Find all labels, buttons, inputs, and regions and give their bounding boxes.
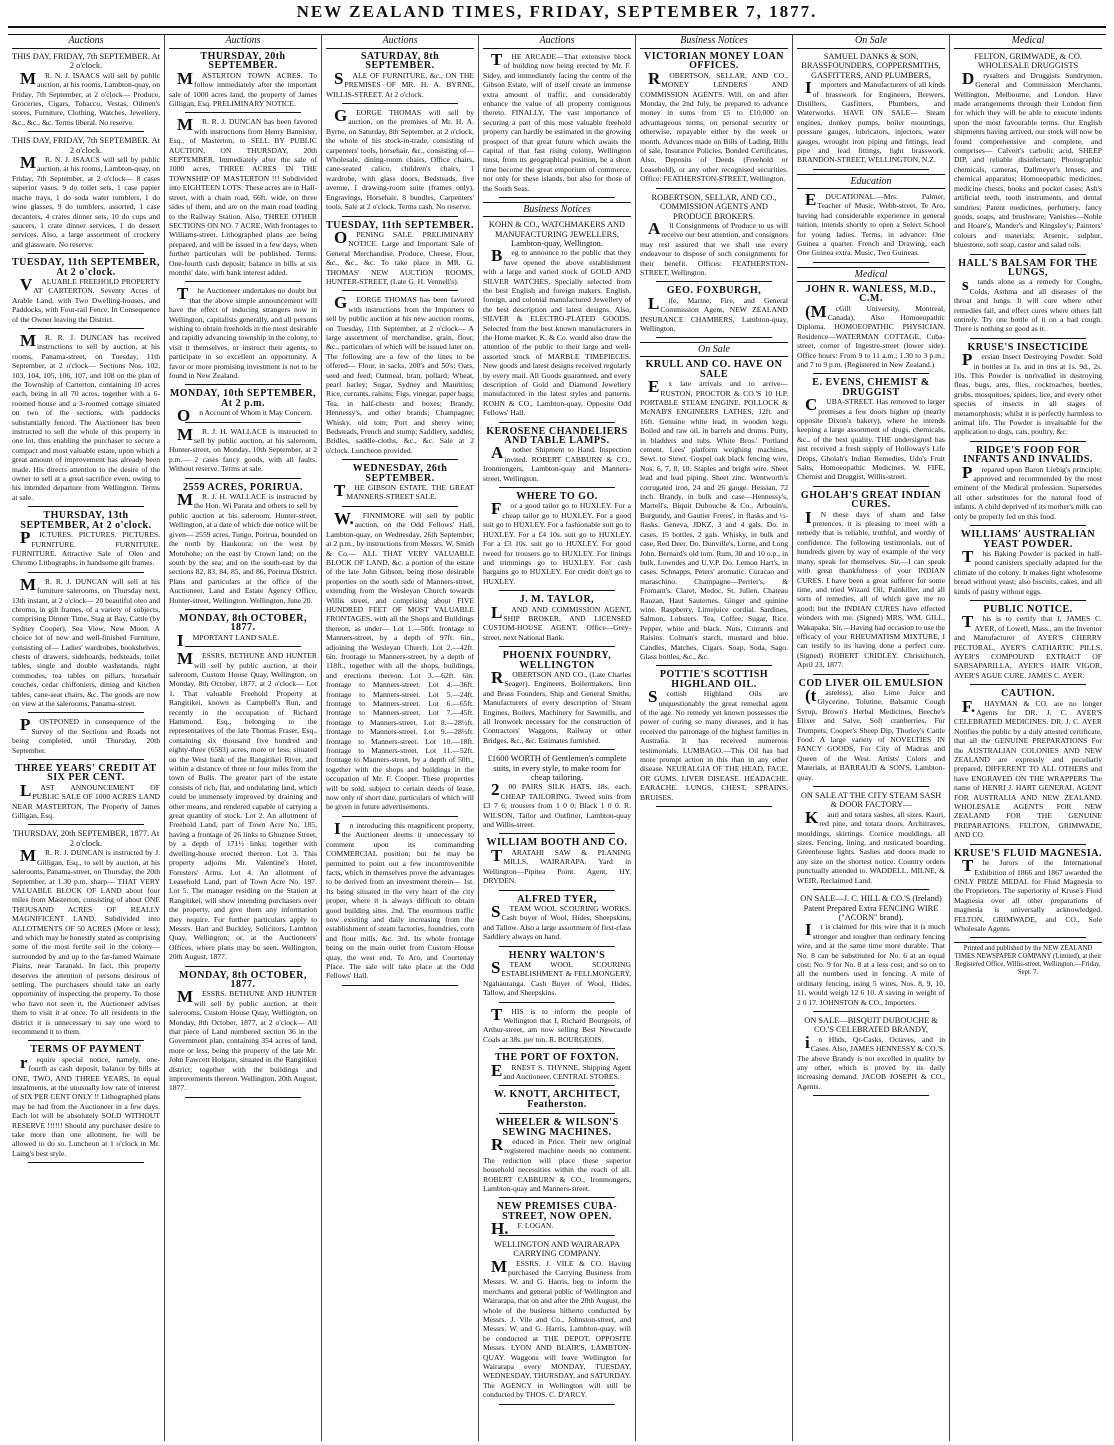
ad-headline: THURSDAY, 20th SEPTEMBER.: [200, 51, 286, 72]
ad-headline: MONDAY, 8th OCTOBER, 1877.: [179, 612, 307, 634]
ad-divider: [499, 1404, 615, 1405]
ad-body: MESSRS. J. VILE & CO. Having purchased the Carrying Business from Messrs. W. and G. Harris, beg to inform the merchants and general public of Wellington and Wairarapa, that on and after the 20th August, the whole of the business hitherto conducted by Messrs. J. Vile and Co., Johnston-street, and Messrs. W. and G. Harris, Lambton-quay, will be conducted at THE DEPOT, OPPOSITE Messrs. LYON AND BLAIR'S, LAMBTON-QUAY. Waggons will leave Wellington for Wairarapa every MONDAY, TUESDAY, WEDNESDAY, THURSDAY, and SATURDAY. The AGENCY in Wellington will still be conducted by THOS. C. D'ARCY.: [483, 1256, 631, 1400]
ad-headline: WELLINGTON AND WAIRARAPA CARRYING COMPANY.: [494, 1239, 620, 1259]
advertisement: [169, 286, 317, 380]
advertisement: [12, 717, 160, 755]
advertisement: [169, 424, 317, 474]
ad-divider: [28, 1162, 144, 1163]
ad-divider: [342, 103, 458, 104]
advertisement: [326, 295, 474, 455]
ad-headline: W. KNOTT, ARCHITECT, Featherston.: [493, 1089, 621, 1110]
ad-headline: PUBLIC NOTICE.: [983, 603, 1073, 615]
ad-divider: [342, 459, 458, 460]
advertisement: [483, 895, 631, 942]
ad-divider: [499, 197, 615, 198]
ad-divider: [813, 1011, 929, 1012]
ad-headline: J. M. TAYLOR,: [519, 594, 595, 606]
ad-divider: [970, 441, 1086, 442]
advertisement: [12, 574, 160, 709]
ad-body: F.HAYMAN & CO. are no longer Agents for DR. J. C. AYER'S CELEBRATED MEDICINES. DR. J. C. AYER Notifies the public by a duly attested certificate, that all the GENUINE PREPARATIONS For the AUSTRALIAN COLONIES AND NEW ZEALAND are expressly and peculiarly prepared, DIFFERENT TO ALL OTHERS and have ENGRAVED ON THE WRAPPERS The name of HENRI J. HART GENERAL AGENT FOR AUSTRALIA AND NEW ZEALAND. WHOLESALE AGENTS FOR NEW ZEALAND FOR THE GENUINE PREPARATIONS. FELTON, GRIMWADE, AND CO.: [954, 696, 1102, 840]
ad-divider: [970, 844, 1086, 845]
ad-divider: [185, 609, 301, 610]
masthead: NEW ZEALAND TIMES, FRIDAY, SEPTEMBER 7, 1877.: [296, 2, 818, 21]
ad-divider: [28, 824, 144, 825]
ad-divider: [28, 712, 144, 713]
ad-headline: THIS DAY, FRIDAY, 7th SEPTEMBER. At 2 o'clock.: [12, 136, 160, 155]
advertisement: [954, 52, 1102, 250]
ad-body: Prepared upon Baron Liebig's principle; approved and recommended by the most eminent of the Medical profession. Supersedes all other substitutes for the natural food of infants. A child deprived of its mother's milk can only be properly fed on this food.: [954, 462, 1102, 521]
ad-body: MR. R. J. DUNCAN is instructed by J. Gilligan, Esq., to sell by auction, at his salerooms, Panama-street, on Thursday, the 20th September, at 1.30 p.m. sharp— THAT VERY VALUABLE BLOCK OF LAND about four miles from Masterton, consisting of about ONE THOUSAND ACRES OF REALLY MAGNIFICENT LAND, Subdivided into ALLOTMENTS OF 50 ACRES (More or less); and which may be honestly stated as comprising some of the most fertile soil in the colony— surrounded by and up to the far-famed Waimate Plains, near Taranaki. In fact, this property deserves the attention of persons desirous of settling. The purchasers should take an early opportunity of inspecting the property. To those who have not seen it, the Auctioneer advises them to visit it at once. To all residents in the district it is unnecessary to say one word to recommend it to them.: [12, 846, 160, 1036]
ad-divider: [28, 572, 144, 573]
ad-body: MR. J. H. WALLACE is instructed by the Hon. Wi Parata and others to sell by public auction at his saleroom, Hunter-street, Wellington, at a date of which due notice will be given— 2559 acres, Tungo, Porirua, bounded on the north by Haukoura; on the west by Motuhohe; on the east by Crown land; on the south by the sea; and on the south-east by the sections 82, 83, 84, 85, and 86, Porirua District. Plans and particulars at the office of the Auctioneer, Land and Estate Agency Office, Hunter-street, Wellington. Wellington, June 20.: [169, 490, 317, 605]
advertisement: [483, 754, 631, 829]
column-heading: Auctions: [326, 34, 474, 49]
ad-divider: [813, 169, 929, 170]
ad-headline: MONDAY, 8th OCTOBER, 1877.: [179, 969, 307, 990]
advertisement: [954, 530, 1102, 596]
advertisement: [12, 764, 160, 820]
ad-divider: [499, 1002, 615, 1003]
ad-body: STEAM WOOL SCOURING WORKS. Cash buyer of Wool, Hides, Sheepskins, and Tallow. Also a large assortment of first-class Saddlery always on hand.: [483, 901, 631, 942]
imprint-footer: Printed and published by the NEW ZEALAND TIMES NEWSPAPER COMPANY (Limited), at their Registered Office, Willis-street, Wellington.—Friday, Sept. 7.: [954, 942, 1102, 977]
ad-body: Drysalters and Druggists Sundrymen, General and Commission Merchants, Wellington, Melbourne, and London. Have made arrangements through their London firm for which they will be able to execute indents upon the most favourable terms. Our English shipments having arrived, our stock will now be found comprehensive and complete, and comprises— Calvert's carbolic acid, SHEEP DIP, and reliable disinfectant; Photographic chemicals, cameras, Dallmeyer's lenses, and chemical apparatus; Homoeopathic medicines, medicine chests, books and pocket cases; Ash's artificial teeth, tooth instruments, and dental sundries; Patent medicines, perfumery, fancy goods, soaps, and brushware; Vanishes—Noble and Hoare's, Mander's and Kingsley's; Painters' colours and materials; Arsenic, sulphur, bluestone, soft soap, castor and salad oils.: [954, 68, 1102, 250]
ad-body: LAND AND COMMISSION AGENT, SHIP BROKER, AND LICENSED CUSTOM-HOUSE AGENT. Office—Grey-street, next National Bank.: [483, 602, 631, 642]
ad-headline: RIDGE'S FOOD FOR INFANTS AND INVALIDS.: [963, 444, 1093, 466]
ad-headline: ON SALE AT THE CITY STEAM SASH & DOOR FACTORY—: [800, 791, 942, 810]
column-heading: Medical: [954, 34, 1102, 49]
ad-headline: KOHN & CO., WATCHMAKERS AND MANUFACTURING JEWELLERS, Lambton-quay, Wellington.: [488, 220, 626, 248]
advertisement: [169, 612, 317, 650]
ad-headline: NEW PREMISES CUBA-STREET, NOW OPEN.: [496, 1201, 618, 1222]
ad-divider: [656, 806, 772, 807]
ad-divider: [656, 665, 772, 666]
advertisement: [797, 791, 945, 885]
advertisement: [169, 52, 317, 108]
advertisement: [483, 52, 631, 193]
ad-divider: [499, 1197, 615, 1198]
ad-body: MR. N. J. ISAACS will sell by public auction, at his rooms, Lambton-quay, on Friday, 7th September, at 2 o'clock— Produce, Groceries, Cigars, Tobacco, Vestas, Oilmen's stores, Furniture, Clothing, Watches, Jewellery, &c., &c., &c. Terms liberal. No reserve.: [12, 68, 160, 127]
ad-body: Kauri and totara sashes, all sizes. Kauri, red pine, and totara doors. Architraves, mouldings, skirtings. Cornice mouldings, all sizes. Fencing, lining, and rusticated boarding. Greenhouse lights. Sashes and doors made to any size on the shortest notice. Country orders punctually attended to. WADDELL, MILNE, & WEIR, Reclaimed Land.: [797, 807, 945, 885]
advertisement: [12, 511, 160, 567]
ad-body: MESSRS. BETHUNE AND HUNTER will sell by public auction, at their saleroom, Custom House Quay, Wellington, on Monday, 8th October, 1877, at 2 o'clock— Lot 1. That valuable Freehold Property at Rangitikei, known as Campbell's Run, and recently in the occupation of Richard Hammond, Esq., belonging to the representatives of the late Thomas Fraser, Esq., containing six thousand five hundred and eighty-three (6583) acres, more or less, situated on the West bank of the Rangitikei River, and within a distance of three or four miles from the town of Bulls. The greater part of the estate consists of rich, flat, and undulating land, which could be immensely improved by draining and other means, and rendered capable of carrying a great quantity of stock. Lot 2. An allotment of Freehold Land, part of Town Acre No. 185, having a frontage of 26 links to Ghuznee Street, by a depth of 171½ links; together with dwelling-house erected thereon. Lot 3. This property adjoins Mr. Valentine's Hotel, Foresters' Arms. Lot 4. An allotment of Leasehold Land, part of Town Acre No. 197. Lot 5. The manager residing on the Station at Rangitikei, will show intending purchasers over the property, and give them any information they require. For further particulars apply to Messrs. Hart and Buckley, Solicitors, Lambton Quay, Wellington; or, at the Auctioneers' Offices, where plans may be seen. Wellington, 20th August, 1877.: [169, 649, 317, 962]
ad-headline: ROBERTSON, SELLAR, AND CO., COMMISSION AGENTS AND PRODUCE BROKERS.: [651, 192, 777, 221]
advertisement: [12, 258, 160, 324]
ad-headline: VICTORIAN MONEY LOAN OFFICES.: [643, 51, 784, 72]
advertisement: [326, 52, 474, 99]
columns: [8, 34, 1106, 1441]
ad-body: VALUABLE FREEHOLD PROPERTY AT CARTERTON. Seventy Acres of Arable Land, with Two Dwelling-houses, and Paddocks, with Four-rail Fence. In Consequence of the Owner leaving the District.: [12, 274, 160, 324]
ad-body: On Account of Whom it May Concern.: [177, 406, 313, 426]
ad-body: MR. J. H. WALLACE is instructed to sell by public auction, at his saleroom, Hunter-street, on Monday, 10th September, at 2 p.m.— 2 cases fancy goods, with all faults. Without reserve. Terms at sale.: [169, 424, 317, 474]
ad-body: (McGill University, Montreal, Canada), Also Homoeopathic Diploma. HOMOEOPATHIC PHYSICIAN. Residence—WATERMAN COTTAGE, Cuba-street, corner of Ingestre-street (lower side). Office hours: From 9 to 11 a.m.; 1.30 to 3 p.m.; and 7 to 9 p.m. (Registered in New Zealand.): [797, 301, 945, 369]
ad-body: Another Shipment to Hand. Inspection invited. ROBERT CABBURN & CO., Ironmongers, Lambton-quay and Manners-street, Wellington.: [483, 443, 631, 483]
ad-divider: [185, 1097, 301, 1098]
advertisement: [797, 52, 945, 165]
column-3: [321, 34, 478, 1441]
advertisement: [326, 818, 474, 981]
ad-body: GEORGE THOMAS will sell by auction, on the premises of Mr. H. A. Byrne, on Saturday, 8th September, at 2 o'clock, the whole of his stock-in-trade, consisting of carpenters' tools, horsehair, &c., consisting of— Wholesale, dining-room chairs, Office chairs, cane-seated calico, children's chairs, 1 wardrobe, with glass doors, Bedsteads, five avenue, 1 drawing-room suite (frames only), Engravings, Horsehair, 8 bundles, Carpenters' tools. Sale at 2 o'clock. Terms cash. No reserve.: [326, 106, 474, 212]
ad-headline: WHERE TO GO.: [516, 491, 598, 503]
column-6: [792, 34, 949, 1441]
ad-headline: KEROSENE CHANDELIERS AND TABLE LAMPS.: [486, 425, 628, 447]
ad-divider: [342, 290, 458, 291]
ad-headline: GEO. FOXBURGH,: [666, 285, 762, 297]
ad-headline: TERMS OF PAYMENT: [30, 1044, 142, 1056]
ad-headline: WILLIAMS' AUSTRALIAN YEAST POWDER.: [960, 529, 1096, 550]
column-heading: On Sale: [797, 34, 945, 49]
advertisement: [954, 689, 1102, 840]
column-heading: Auctions: [483, 34, 631, 49]
ad-body: TARATAHI SAW & PLANING MILLS, WAIRARAPA. Yard in Wellington—Pipitea Point. Agent, HY. DRYDEN.: [483, 845, 631, 886]
ad-body: MR. N. J. ISAACS will sell by public auction, at his rooms, Lambton-quay, on Friday, 7th September, at 2 o'clock— 8 cases superior vases, 9 do toilet sets, 1 case papier mache trays, 1 do soda water tumblers, 1 do wine glasses, 9 do tumblers, assorted, 1 case decanters, 4 crates dinner sets, 10 do cups and saucers, 1 crate dinner services, 1 do dessert services. Also, a large assortment of crockery and glassware. No reserve.: [12, 153, 160, 249]
ad-headline: KRULL AND CO. HAVE ON SALE: [645, 359, 783, 380]
ad-divider: [970, 525, 1086, 526]
ad-body: MASTERTON TOWN ACRES. To follow immediately after the important sale of 1000 acres land, the property of James Gilligan, Esq. PRELIMINARY NOTICE.: [169, 68, 317, 109]
ad-divider: [28, 328, 144, 329]
ad-body: H.F. LOGAN.: [491, 1219, 554, 1239]
ad-body: This Baking Powder is packed in half-pound canisters specially adapted for the climate of the colony. It makes light wholesome bread without yeast; also biscuits, cakes, and all kinds of pastry without eggs.: [954, 546, 1102, 596]
ad-divider: [970, 937, 1086, 938]
ad-divider: [342, 985, 458, 986]
ad-body: W.FINNIMORE will sell by public auction, on the Odd Fellows' Hall, Lambton-quay, on Wednesday, 26th September, at 2 p.m., by instructions from Messrs. W. Smith & Co.— ALL THAT VERY VALUABLE BLOCK OF LAND, &c. a portion of the estate of the late John Gibson, being those desirable properties on the south side of Manners-street, extending from the Wesleyan Church towards Willis street, and comprising about FIVE HUNDRED FEET OF MOST VALUABLE FRONTAGES, with all the Shops and Buildings thereon, as under— Lot 1.—50ft. frontage to Manners-street, by a depth of 97ft. 6in., adjoining the Wesleyan Church. Lot 2.—42ft. 6in. frontage to Manners-street, by a depth of 118ft., together with all the shops, buildings, and erections thereon. Lot 3.—62ft. 6in. frontage to Manners-street. Lot 4.—36ft. frontage to Manners-street. Lot 5.—24ft. frontage to Manners-street. Lot 6.—65ft. frontage to Manners-street. Lot 7.—45ft. frontage to Manners-street. Lot 8.—28½ft. frontage to Manners-street. Lot 9.—28½ft. frontage to Manners-street. Lot 10.—18ft. frontage to Manners-street. Lot 11.—52ft. frontage to Manners-street, by a depth of 50ft., together with the shops and buildings in the occupation of Mr. F. Cooper. These properties will be sold, subject to certain deeds of lease, now only of short date, particulars of which will be given in future advertisements.: [326, 508, 474, 812]
advertisement: [483, 220, 631, 418]
ad-body: In introducing this magnificent property, the Auctioneer deems it unnecessary to comment upon its commanding COMMERCIAL position; but he may be permitted to point out a few incontrovertible facts, which in themselves prove the advantages to be derived from an investment therein— 1st. Its being situated in the very heart of the city proper, where it is always difficult to obtain good building sites. 2nd. The enormous traffic now existing and daily increasing from the establishment of steam factories, foundries, corn and flour mills, &c. 3rd. Its whole frontage being on the main outlet from Custom House quay, the west end, Te Aro, and Courtenay Place. The sale will take place at the Odd Fellows' Hall.: [326, 818, 474, 981]
ad-divider: [342, 816, 458, 817]
ad-divider: [656, 188, 772, 189]
ad-divider: [970, 254, 1086, 255]
ad-divider: [185, 112, 301, 113]
advertisement: [640, 52, 788, 184]
ad-body: THIS is to inform the people of Wellington that I, Richard Bourgeois, of Arthur-street, am now selling Best Newcastle Coals at 38s. per ton. R. BOURGEOIS.: [483, 1004, 631, 1044]
ad-divider: [28, 506, 144, 507]
ad-body: IMPORTANT LAND SALE.: [177, 630, 279, 650]
ad-divider: [813, 486, 929, 487]
section-heading: Education: [797, 174, 945, 189]
advertisement: [797, 894, 945, 1007]
ad-divider: [499, 590, 615, 591]
ad-divider: [499, 833, 615, 834]
advertisement: [797, 378, 945, 481]
advertisement: [954, 605, 1102, 680]
ad-divider: [813, 373, 929, 374]
column-heading: Auctions: [169, 34, 317, 49]
ad-body: The Jurors of the International Exhibition of 1866 and 1867 awarded the ONLY PRIZE MEDAL for Fluid Magnesia to the Proprietors. The superiority of Kruse's Fluid Magnesia over all other preparations of magnesia is universally acknowledged. FELTON, GRIMWADE, and CO., Sole Wholesale Agents.: [954, 856, 1102, 933]
ad-divider: [970, 338, 1086, 339]
ad-headline: POTTIE'S SCOTTISH HIGHLAND OIL.: [659, 669, 769, 690]
ad-body: For a good tailor go to HUXLEY. For a cheap tailor go to HUXLEY. For a good suit go to HUXLEY. For a fashionable suit go to HUXLEY. For a £4 10s. suit go to HUXLEY. For a £3 10s. suit go to HUXLEY. For good tweed for trousers go to HUXLEY. For linings and trimmings go to HUXLEY. For cash bargains go to HUXLEY. For credit don't go to HUXLEY.: [483, 499, 631, 586]
ad-body: (tasteless), also Lime Juice and Glycerine, Tolutine, Balsamic Cough Syrup, Brown's Herbal Medicines, Beeche's Elixer and Salve, Soft cranberries, Fur Trumpets, Cooper's Sheep Dip, Thorley's Cattle Food. A large variety of NOVELTIES IN FANCY GOODS, For City of Madras and Queen of the West. Artists' Colors and Materials, at BARRAUD & SON'S, Lambton-quay.: [797, 685, 945, 782]
advertisement: [483, 1201, 631, 1239]
advertisement: [483, 1053, 631, 1081]
ad-divider: [499, 1235, 615, 1236]
ad-divider: [813, 262, 929, 263]
ad-body: Reduced in Price. Their new original registered machine needs no comment. The reduction will place these superior household necessities within the reach of all. ROBERT CABBURN & CO., Ironmongers, Lambton-quay and Manners-street.: [483, 1135, 631, 1194]
ad-headline: HENRY WALTON'S: [508, 949, 606, 961]
ad-body: This is to certify that I, JAMES C. AYER, of Lowell, Mass., am the Inventor and Manufacturer of AYER'S CHERRY PECTORAL, AYER'S CATHARTIC PILLS, AYER'S COMPOUND EXTRACT OF SARSAPARILLA, AYER'S HAIR VIGOR, AYER'S AGUE CURE. JAMES C. AYER.: [954, 612, 1102, 680]
advertisement: [326, 464, 474, 502]
ad-body: CUBA-STREET. Has removed to larger premises a few doors higher up (nearly opposite Dixon's bakery), where he intends keeping a large assortment of drugs, chemicals, &c., of the best quality. THE undersigned has just received a fresh supply of Holloway's Life Drops, Gholah's Indian Remedies, Udo's Fruit Salts, Homoeopathic Medicines. W. FIFE, Chemist and Druggist, Willis-street.: [797, 395, 945, 482]
ad-body: ERNEST S. THYNNE, Shipping Agent and Auctioneer, CENTRAL STORES.: [491, 1060, 631, 1081]
ad-body: 200 PAIRS SILK HATS, 18s. each. CHEAP TAILORING. Tweed suits from £3 7 6; trousers from 1 0 0; Black 1 0 0. R. WILSON, Tailor and Outfitter, Lambton-quay and Willis-street.: [483, 780, 631, 830]
ad-body: GEORGE THOMAS has been favored with instructions from the Importers to sell by public auction at his new auction rooms, on Tuesday, 11th September, at 2 o'clock— A large assortment of merchandise, grain, flour, &c., particulars of which will be issued later on. The following are a few of the lines to be offered— Flour, in sacks, 200's and 50's; Oats, seed and feed; Oatmeal, bran, pollard; Wheat, pearl barley; Sugar, Sydney and Mauritius; Rice, currants, raisins; Figs, vinegar, paper bags; Tea, in half-chests and boxes; Brandy, Hennessy's, and other brands; Champagne; Whisky, old tom; Port and sherry wine; Bedsteads, French and stump; Saddlery, saddles; Bridles, saddle-cloths, &c., &c. Sale at 2 o'clock. Luncheon provided.: [326, 293, 474, 455]
ad-headline: JOHN R. WANLESS, M.D., C.M.: [805, 283, 937, 305]
ad-divider: [185, 966, 301, 967]
advertisement: [797, 679, 945, 782]
ad-divider: [28, 131, 144, 132]
column-7: [949, 34, 1106, 1441]
advertisement: [640, 360, 788, 661]
ad-body: PICTURES. PICTURES. PICTURES. FURNITURE. FURNITURE. FURNITURE. Attractive Sale of Oleo and Chromo Lithographs, in handsome gilt frames.: [12, 528, 160, 568]
ad-body: POSTPONED in consequence of the Survey of the Sections and Roads not being completed, until Thursday, 20th September.: [12, 715, 160, 755]
advertisement: [483, 595, 631, 642]
advertisement: [483, 1090, 631, 1109]
advertisement: [483, 1240, 631, 1400]
ad-divider: [813, 1095, 929, 1096]
advertisement: [169, 971, 317, 1093]
section-heading: Medical: [797, 267, 945, 282]
advertisement: [640, 193, 788, 278]
advertisement: [483, 1004, 631, 1045]
ad-divider: [185, 646, 301, 647]
ad-divider: [185, 422, 301, 423]
ad-body: The Auctioneer undertakes no doubt but that the above simple announcement will have the effect of inducing strangers now in Wellington, capitalists generally, and all persons wishing to obtain freeholds in the most desirable and rapidly advancing township in the colony, to visit it themselves, or instruct their agents, to participate in so excellent an opportunity. A favor or more promising investment is not to be found in New Zealand.: [169, 284, 317, 380]
ad-headline: ON SALE—BISQUIT DUBOUCHE & CO.'S CELEBRATED BRANDY,: [804, 1015, 938, 1035]
advertisement: [797, 189, 945, 258]
advertisement: [326, 508, 474, 812]
ad-body: Scottish Highland Oils are unquestionably the great remedial agent of the age. No remedy yet known possesses the power of curing so many diseases, and it has received the patronage of the highest families in Australia. It has received numerous testimonials. LUMBAGO.—This Oil has had more prompt action in this than in any other disease. NEURALGIA OF THE HEAD, FACE, OR GUMS. LIVER DISEASE. HEADACHE. EARACHE. LUNGS, CHEST, SPRAINS, BRUISES.: [640, 687, 788, 802]
ad-divider: [28, 1040, 144, 1041]
ad-headline: E. EVENS, CHEMIST & DRUGGIST: [812, 377, 930, 398]
advertisement: [169, 117, 317, 277]
ad-body: EDUCATIONAL.—Mrs. Palmer, Teacher of Music, Webb-street, Te Aro, having had considerable experience in general tuition, intends shortly to open a Select School for young ladies. Terms, in advance: One Guinea a quarter. French and Drawing, each One Guinea extra. Music, Two Guineas.: [797, 189, 945, 258]
ad-headline: FELTON, GRIMWADE, & CO. WHOLESALE DRUGGISTS: [974, 52, 1082, 71]
ad-divider: [499, 1048, 615, 1049]
ad-headline: THURSDAY, 13th SEPTEMBER, At 2 o'clock.: [20, 510, 152, 531]
advertisement: [954, 849, 1102, 934]
advertisement: [12, 829, 160, 1036]
ad-divider: [28, 253, 144, 254]
advertisement: [12, 330, 160, 502]
ad-divider: [499, 1113, 615, 1114]
ad-headline: £1600 WORTH of Gentlemen's complete suits, in every style, to make room for cheap tailoring.: [487, 754, 627, 783]
ad-body: All Consignments of Produce to us will receive our best attention, and consignors may rest assured that we shall use every endeavour to dispose of such consignments for their benefit. Offices: FEATHERSTON-STREET, Wellington.: [640, 218, 788, 277]
ad-body: SALE OF FURNITURE, &c., ON THE PREMISES OF MR. H. A. BYRNE, WILLIS-STREET. At 2 o'clock.: [326, 68, 474, 99]
ad-divider: [813, 674, 929, 675]
advertisement: [483, 492, 631, 586]
advertisement: [326, 221, 474, 287]
ad-divider: [656, 281, 772, 282]
ad-body: Importers and Manufacturers of all kinds of brasswork for Engineers, Brewers, Distillers, Gasfitters, Plumbers, and Waterworks. HAVE ON SALE— Steam engines, donkey pumps, boiler mountings, pressure gauges, lubricators, injectors, water gauges, wrought iron piping and fittings, lead pipe and lead fittings, light brasswork. BRANDON-STREET, WELLINGTON, N.Z.: [797, 78, 945, 165]
ad-headline: SAMUEL DANKS & SON, BRASSFOUNDERS, COPPERSMITHS, GASFITTERS, AND PLUMBERS,: [801, 52, 941, 80]
ad-divider: [813, 889, 929, 890]
ad-headline: THIS DAY, FRIDAY, 7th SEPTEMBER. At 2 o'clock.: [12, 52, 160, 71]
ad-body: OPENING SALE. PRELIMINARY NOTICE. Large and Important Sale of General Merchandise, Produce, Cheese, Flour, &c., &c., &c. To take place in MR. G. THOMAS' NEW AUCTION ROOMS, HUNTER-STREET, (Late G. H. Vennell's).: [326, 227, 474, 286]
ad-divider: [185, 384, 301, 385]
ad-body: IN these days of sham and false pretences, it is pleasing to meet with a remedy that is reliable, truthful, and worthy of confidence. The following testimonials, out of hundreds given by way of example of the very many, speak for themselves. Sir,—I can speak with great thankfulness of your INDIAN CURES. I have been a great sufferer for some time, and tried Wizard Oil, Painkiller, and all sorts of remedies, all of which gave me no good; but the INDIAN CURES have effected wonders with me. (Signed) MRS. WM. GILL, Wakapaka. Sir,—Having had occasion to use the efficacy of your RHEUMATISM MIXTURE, I can testify to its having done a perfect cure. (Signed) ROBERT CRIDLEY. Christchurch, April 23, 1877.: [797, 507, 945, 670]
ad-divider: [656, 337, 772, 338]
ad-headline: ALFRED TYER,: [517, 893, 597, 905]
column-heading: Business Notices: [640, 34, 788, 49]
advertisement: [169, 651, 317, 961]
ad-body: LAST ANNOUNCEMENT OF PUBLIC SALE OF 1000 ACRES LAND NEAR MASTERTON, The Property of James Gilligan, Esq.: [12, 780, 160, 821]
ad-headline: WHEELER & WILSON'S SEWING MACHINES.: [495, 1117, 619, 1138]
ad-body: MESSRS. BETHUNE AND HUNTER will sell by public auction, at their salerooms, Custom House Quay, Wellington, on Monday, 8th October, 1877, at 2 o'clock— All that piece of Land numbered section 36 in the Government plan, containing 354 acres of land, more or less, being the property of the late Mr. John Fawcett Holgate, situated in the Rangitikei district; together with the buildings and improvements thereon. Wellington, 20th August, 1877.: [169, 987, 317, 1093]
ad-headline: ON SALE—J. C. HILL & CO.'S (Ireland) Patent Prepared Extra FENCING WIRE ("ACORN" brand).: [800, 894, 942, 922]
advertisement: [12, 52, 160, 127]
advertisement: [954, 446, 1102, 521]
ad-divider: [499, 1085, 615, 1086]
ad-headline: 2559 ACRES, PORIRUA.: [182, 481, 303, 493]
ad-headline: PHOENIX FOUNDRY, WELLINGTON: [502, 650, 612, 671]
ad-divider: [185, 281, 301, 282]
ad-headline: COD LIVER OIL EMULSION: [798, 677, 944, 689]
ad-divider: [970, 600, 1086, 601]
ad-divider: [499, 646, 615, 647]
ad-body: STEAM WOOL SCOURING ESTABLISHMENT & FELLMONGERY, Ngahauranga. Cash Buyer of Wool, Hides, Tallow, and Sheepskins.: [483, 957, 631, 998]
advertisement: [954, 259, 1102, 334]
ad-body: ROBERTSON AND CO., (Late Charles Seager). Engineers, Boilermakers, Iron and Brass Founders, Ship and General Smiths, Manufacturers of every description of Steam Engines, Boilers, Machinery for Sawmills, and all Ironwork necessary for the construction of Contractors' Waggons, Railway or other Bridges, &c., &c. Estimates furnished.: [483, 667, 631, 745]
ad-divider: [342, 216, 458, 217]
ad-headline: THE PORT OF FOXTON.: [495, 1052, 619, 1064]
section-heading: Business Notices: [483, 202, 631, 217]
advertisement: [169, 483, 317, 605]
ad-headline: GHOLAH'S GREAT INDIAN CURES.: [800, 489, 942, 511]
ad-body: require special notice, namely, one-fourth as cash deposit, balance by bills at ONE, TWO, AND THREE YEARS, In equal instalments, at the unusually low rate of interest of SIX PER CENT ONLY !! Lithographed plans may be had from the Auctioneer in a few days. Each lot will be absolutely SOLD WITHOUT RESERVE !!!!!! Should any purchaser desire to take more than one allotment, he will be allowed to do so. Luncheon at 1 o'clock in Mr. Laing's best style.: [12, 1052, 160, 1158]
ad-headline: TUESDAY, 11th SEPTEMBER, At 2 o'clock.: [12, 257, 160, 278]
advertisement: [483, 951, 631, 998]
ad-divider: [499, 890, 615, 891]
column-2: [164, 34, 321, 1441]
ad-body: ROBERTSON, SELLAR, AND CO., MONEY LENDERS AND COMMISSION AGENTS. Will, on and after Monday, the 2nd July, be prepared to advance money in sums from £5 to £10,000 on advantageous terms, on personal security or otherwise, repayable either by the week or month. Advances made on Bills of Lading, Bills of sale, Insurance Policies, Bonded Certificates, Also, Deposits of Deeds (Freehold or Leasehold), or any other recognised securities. Office: FEATHERSTON-STREET, Wellington.: [640, 68, 788, 184]
advertisement: [12, 136, 160, 249]
ad-divider: [499, 487, 615, 488]
advertisement: [483, 1118, 631, 1193]
advertisement: [326, 108, 474, 211]
ad-body: MR. R. J. DUNCAN has received instructions to sell by auction, at his rooms, Panama-street, on Tuesday, 11th September, at 2 o'clock— Sections Nos. 102, 103, 104, 105, 106, 107, and 108 on the plan of the Township of Carterton, containing 10 acres each, being in all 70 acres, together with a 6-roomed house and a 3-roomed cottage situated on two of the sections, with paddocks substantially fenced. The Auctioneer has been instructed to sell the whole of this property in one lot, thus enabling the purchaser to secure a compact and most valuable estate, upon which a great amount of improvement has already been made. His directs attention to the desire of the owner to sell at a great sacrifice even, owing to his intended departure from Wellington. Terms at sale.: [12, 330, 160, 502]
column-heading: Auctions: [12, 34, 160, 49]
advertisement: [483, 838, 631, 885]
ad-body: stands alone as a remedy for Coughs, Colds, Asthma and all diseases of the throat and lungs. It will cure where other remedies fail, and effect cures where others fall entirely. Try one bottle of it on a bad cough. There is nothing so good as it.: [954, 275, 1102, 334]
ad-body: Ex late arrivals and to arrive— RUSTON, PROCTOR & CO.'S 10 H.P. PORTABLE STEAM ENGINE. POLLOCK & McNAB'S ENGINEERS LATHES, 12ft. and 16ft. Genuine white lead, in wooden kegs. Boiled and raw oil, in barrels and drums. Putty, in bladders and tubs. White Bros.' Portland cement. Lees' platform weighing machines, Sewt. to Stewt. Gospel oak black fencing wire, Nos. 6, 7, 8, 10. Staples and bright wire. Sheet lead and lead piping. Sheet zinc. Wentworth's corrugated iron, 24 and 26 gauge. Hessian, 72 inch. Brandy, in bulk and case—Hennessy's, Martell's, Biquit Dubouche & Co., Arbouin's, Burgundy, and Gautier Freres', in flasks and ½-flasks. Geneva, JDKZ, 3 and 4 gals. Do. in cases, 15 bottles, 2 gals. Whisky, in bulk and case, Red Deer. Do. Dunville's, Lorne, and Long John. Bernard's old tom. Rum, 30 and 10 o.p., in bulk, Lowndes and U.V.P. Do. Lemon Hart's, in cases. Schnapps, Peters' aromatic. Curacao and maraschino. Champagne—Perrier's, & Fromant's. Claret, Medoc, St. Julien, Chateau Rauzan, Haut Sauternes. Ginger and quinine wine. Raspberry, Limejuice cordial. Sardines, Salmon, Lobsters. Tea, Coffee, Sugar, Rice. Pepper, white and black. Nuts, Currants and Raisins. Colman's starch, mustard and blue. Candles, Matches, Cigars. Soap, Soda, Sago. Glass bottles, &c., &c.: [640, 377, 788, 661]
advertisement: [797, 285, 945, 370]
ad-headline: THREE YEARS' CREDIT AT SIX PER CENT.: [15, 763, 157, 784]
ad-headline: THURSDAY, 20th SEPTEMBER, 1877. At 2 o'clock.: [12, 829, 160, 848]
ad-body: It is claimed for this wire that it is much stronger and tougher than ordinary fencing wire, and at the same time more durable. That No. 8 can be substituted for No. 6 at an equal cost; No. 9 for No. 8 at a less cost; and so on to all the numbers used in fencing. A mile of ordinary fencing, using 5 wires, Nos. 8, 9, 10, 11, would weigh 12 6 10. A saving in weight of 2 0 17. JOHNSTON & CO., Importers.: [797, 920, 945, 1007]
advertisement: [640, 286, 788, 333]
ad-headline: CAUTION.: [1001, 688, 1055, 700]
advertisement: [797, 1016, 945, 1091]
ad-body: MR. R. J. DUNCAN has been favored with instructions from Henry Bannister, Esq., of Masterton, to SELL BY PUBLIC AUCTION, ON THURSDAY, 20th SEPTEMBER, Immediately after the sale of 1000 acres, THREE ACRES IN THE TOWNSHIP OF MASTERTON !!! Subdivided into EIGHTEEN LOTS. These acres are in Hall-street, with a chain road, 66ft. wide, on three sides of them, and are on the main road leading to the Railway Station. Also, THREE OTHER SECTIONS ON NO. 7 ACRE, With frontages to Williams-street. Lithographed plans are being prepared, and will be issued in a few days, when further particulars will be published. Terms: One-fourth cash deposit; balance in bills at six months' date, with bank interest added.: [169, 115, 317, 277]
ad-headline: SATURDAY, 8th SEPTEMBER.: [360, 51, 440, 72]
ad-body: Beg to announce to the public that they have opened the above establishment with a large and varied stock of GOLD AND SILVER WATCHES, Specially selected from the best English and foreign makers. English, foreign, and colonial manufactured Jewellery of the best description and latest designs. Also, SILVER & ELECTRO-PLATED GOODS. Selected from the best known manufacturers in the Home market. K. & Co. would also draw the attention of the public to their large and well-assorted stock of MARBLE TIMEPIECES. New goods and latest designs received regularly by every mail. All Goods guaranteed, and every description of Gold and Diamond Jewellery manufactured in the latest styles and patterns. KOHN & CO., Lambton-quay, Opposite Odd Fellows' Hall.: [483, 246, 631, 418]
advertisement: [640, 670, 788, 802]
ad-divider: [342, 506, 458, 507]
ad-headline: KRUSE'S FLUID MAGNESIA.: [954, 847, 1102, 859]
ad-divider: [499, 946, 615, 947]
advertisement: [483, 427, 631, 483]
ad-divider: [813, 786, 929, 787]
ad-headline: KRUSE'S INSECTICIDE: [967, 341, 1089, 353]
ad-body: Persian Insect Destroying Powder. Sold in bottles at 1s. and in tins at 1s. 9d., 2s. 10s. This Powder is unrivalled in destroying fleas, bugs, ants, flies, cockroaches, beetles, grubs, mosquitoes, spiders, lice, and every other species of insects in all stages of metamorphosis; whilst it is perfectly harmless to animal life. The Powder is invaluable for the application to dogs, cats, poultry, &c.: [954, 350, 1102, 437]
advertisement: [483, 651, 631, 745]
column-4: [478, 34, 635, 1441]
advertisement: [12, 1045, 160, 1158]
section-heading: On Sale: [640, 342, 788, 357]
ad-body: in Hhds, Qr-Casks, Octaves, and in Cases. Also, JAMES HENNESSY & CO.'S. The above Brandy is not excelled in quality by any other, which is proved by its daily increasing demand. JACOB JOSEPH & CO., Agents.: [797, 1032, 945, 1091]
advertisement: [954, 343, 1102, 437]
ad-divider: [185, 478, 301, 479]
ad-body: Life, Marine, Fire, and General Commission Agent, NEW ZEALAND INSURANCE CHAMBERS, Lambton-quay, Wellington.: [640, 293, 788, 333]
ad-body: THE GIBSON ESTATE. THE GREAT MANNERS-STREET SALE.: [334, 481, 474, 502]
ad-headline: HALL'S BALSAM FOR THE LUNGS,: [958, 257, 1098, 278]
ad-body: MR. R. J. DUNCAN will sell at his furniture salerooms, on Thursday next, 13th instant, at 2 o'clock— 20 beautiful oleo and chromo, in gilt frames, of a variety of subjects, comprising Dinner Time, Stag at Bay, Cattle (by Sydney Cooper), Sea View, New Moon. A choice lot of new and well-finished Furniture, consisting of— Ladies' wardrobes, bookshelves, chests of drawers, sideboards, bedsteads, toilet tables, single and double washstands, night commodes, tea tables on pillars, horsehair couches, cedar chiffoniers, dining and kitchen tables, cane-seat chairs, &c. The goods are now on view at the salerooms, Panama-street.: [12, 574, 160, 708]
ad-headline: TUESDAY, 11th SEPTEMBER.: [326, 219, 474, 231]
ad-headline: MONDAY, 10th SEPTEMBER, At 2 p.m.: [169, 388, 317, 409]
ad-headline: WILLIAM BOOTH AND CO.: [486, 837, 628, 849]
ad-divider: [970, 684, 1086, 685]
ad-divider: [499, 422, 615, 423]
ad-headline: WEDNESDAY, 26th SEPTEMBER.: [352, 463, 448, 484]
ad-body: THE ARCADE—That extensive block of building now being erected by Mr. F. Sidey, and immediately facing the centre of the Gibson Estate, will of itself create an immense extra amount of traffic, and considerably enhance the value of all property contiguous thereto. FINALLY, The vast importance of securing a part of this most valuable freehold property can hardly be estimated in the growing prospect of that great future which awaits the capital of that fast rising colony, Wellington must, from its geographical position, be a short time become the great emporium of commerce, not only for these islands, but also for those of the South Seas.: [483, 50, 631, 193]
column-5: [635, 34, 792, 1441]
advertisement: [169, 388, 317, 426]
ad-divider: [499, 749, 615, 750]
advertisement: [797, 491, 945, 670]
ad-divider: [28, 759, 144, 760]
column-1: [8, 34, 164, 1441]
